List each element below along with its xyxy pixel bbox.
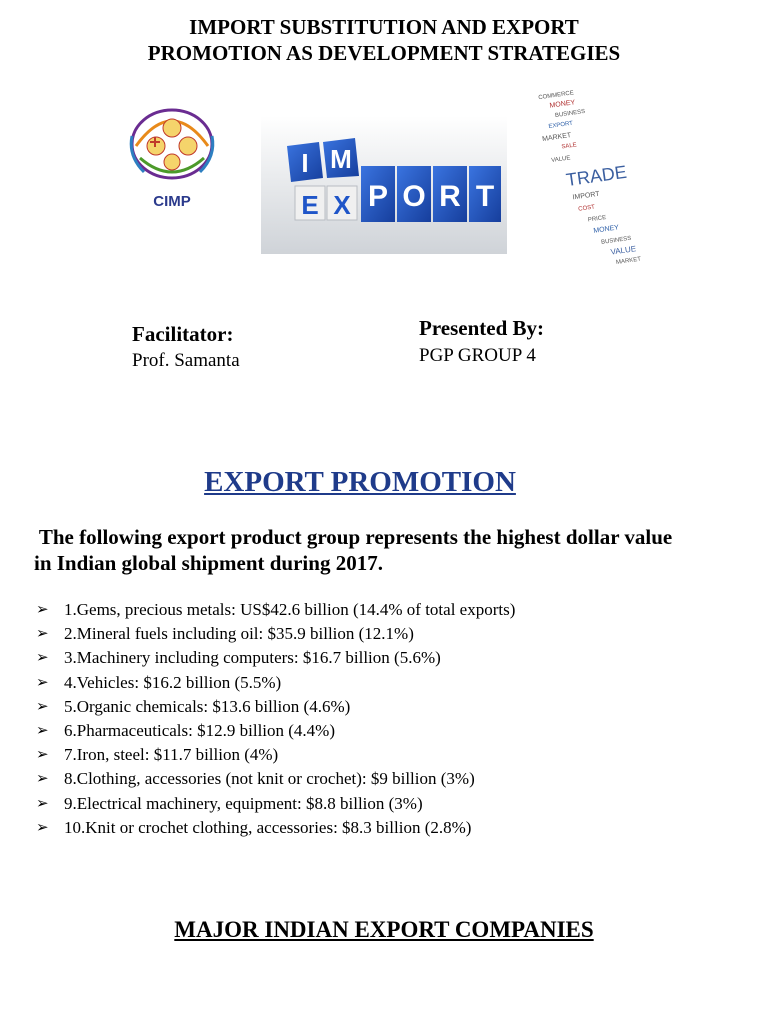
intro-paragraph — [34, 524, 734, 576]
arrow-bullet-icon: ➢ — [36, 771, 49, 788]
list-item: ➢ 7.Iron, steel: $11.7 billion (4%) — [36, 743, 515, 767]
svg-text:MONEY: MONEY — [549, 99, 576, 110]
svg-text:BUSINESS: BUSINESS — [600, 235, 632, 246]
svg-text:VALUE: VALUE — [550, 155, 571, 165]
title-line-2: PROMOTION AS DEVELOPMENT STRATEGIES — [147, 41, 621, 65]
arrow-bullet-icon: ➢ — [36, 602, 49, 618]
svg-text:E: E — [301, 190, 319, 220]
list-item: ➢ 9.Electrical machinery, equipment: $8.8 billion (3%) — [36, 792, 515, 816]
trade-word-cloud — [526, 82, 666, 272]
arrow-bullet-icon: ➢ — [36, 698, 49, 715]
arrow-bullet-icon: ➢ — [36, 819, 49, 836]
import-export-image — [261, 116, 507, 254]
svg-text:R: R — [439, 180, 461, 213]
svg-text:MARKET: MARKET — [541, 132, 572, 144]
svg-text:PRICE: PRICE — [587, 215, 607, 224]
svg-text:EXPORT: EXPORT — [548, 120, 574, 131]
svg-text:I: I — [301, 148, 309, 178]
document-title — [0, 14, 768, 66]
svg-text:MONEY: MONEY — [593, 224, 620, 235]
arrow-bullet-icon: ➢ — [36, 723, 49, 740]
list-item: ➢ 5.Organic chemicals: $13.6 billion (4.6%) — [36, 695, 515, 719]
list-item: ➢ 2.Mineral fuels including oil: $35.9 billion (12.1%) — [36, 622, 515, 646]
arrow-bullet-icon: ➢ — [36, 747, 49, 764]
svg-text:IMPORT: IMPORT — [572, 190, 601, 202]
svg-text:MARKET: MARKET — [615, 256, 642, 267]
list-item: ➢ 6.Pharmaceuticals: $12.9 billion (4.4%) — [36, 719, 515, 743]
list-item: ➢ 3.Machinery including computers: $16.7 billion (5.6%) — [36, 646, 515, 670]
export-items-list — [36, 598, 515, 840]
svg-text:BUSINESS: BUSINESS — [554, 108, 586, 120]
intro-line-2: in Indian global shipment during 2017. — [34, 551, 383, 575]
svg-text:M: M — [330, 144, 352, 174]
list-item: ➢ 1.Gems, precious metals: US$42.6 billion (14.4% of total exports) — [36, 598, 515, 622]
arrow-bullet-icon: ➢ — [36, 626, 49, 643]
svg-text:T: T — [475, 180, 495, 213]
svg-text:COST: COST — [577, 204, 596, 213]
arrow-bullet-icon: ➢ — [36, 650, 49, 667]
svg-text:COMMERCE: COMMERCE — [538, 90, 575, 102]
arrow-bullet-icon: ➢ — [36, 674, 49, 691]
svg-text:VALUE: VALUE — [609, 244, 637, 257]
logo-text: CIMP — [153, 193, 191, 210]
cimp-logo — [126, 106, 218, 218]
word-cloud-main: TRADE — [564, 161, 628, 191]
svg-text:X: X — [333, 190, 351, 220]
facilitator-label: Facilitator: — [132, 322, 234, 346]
list-item: ➢ 8.Clothing, accessories (not knit or crochet): $9 billion (3%) — [36, 767, 515, 791]
intro-line-1: The following export product group represents the highest dollar value — [34, 525, 673, 549]
section-heading: EXPORT PROMOTION — [204, 466, 516, 498]
cube-port — [361, 166, 501, 222]
companies-heading: MAJOR INDIAN EXPORT COMPANIES — [174, 917, 594, 942]
svg-text:P: P — [367, 180, 389, 213]
arrow-bullet-icon: ➢ — [36, 795, 49, 812]
presenter-name: PGP GROUP 4 — [419, 345, 536, 366]
list-item: ➢ 4.Vehicles: $16.2 billion (5.5%) — [36, 671, 515, 695]
list-item: ➢ 10.Knit or crochet clothing, accessories: $8.3 billion (2.8%) — [36, 816, 515, 840]
title-line-1: IMPORT SUBSTITUTION AND EXPORT — [189, 15, 579, 39]
svg-text:O: O — [402, 180, 426, 213]
presenter-label: Presented By: — [419, 316, 545, 340]
svg-text:SALE: SALE — [561, 142, 578, 151]
facilitator-name: Prof. Samanta — [132, 350, 240, 371]
